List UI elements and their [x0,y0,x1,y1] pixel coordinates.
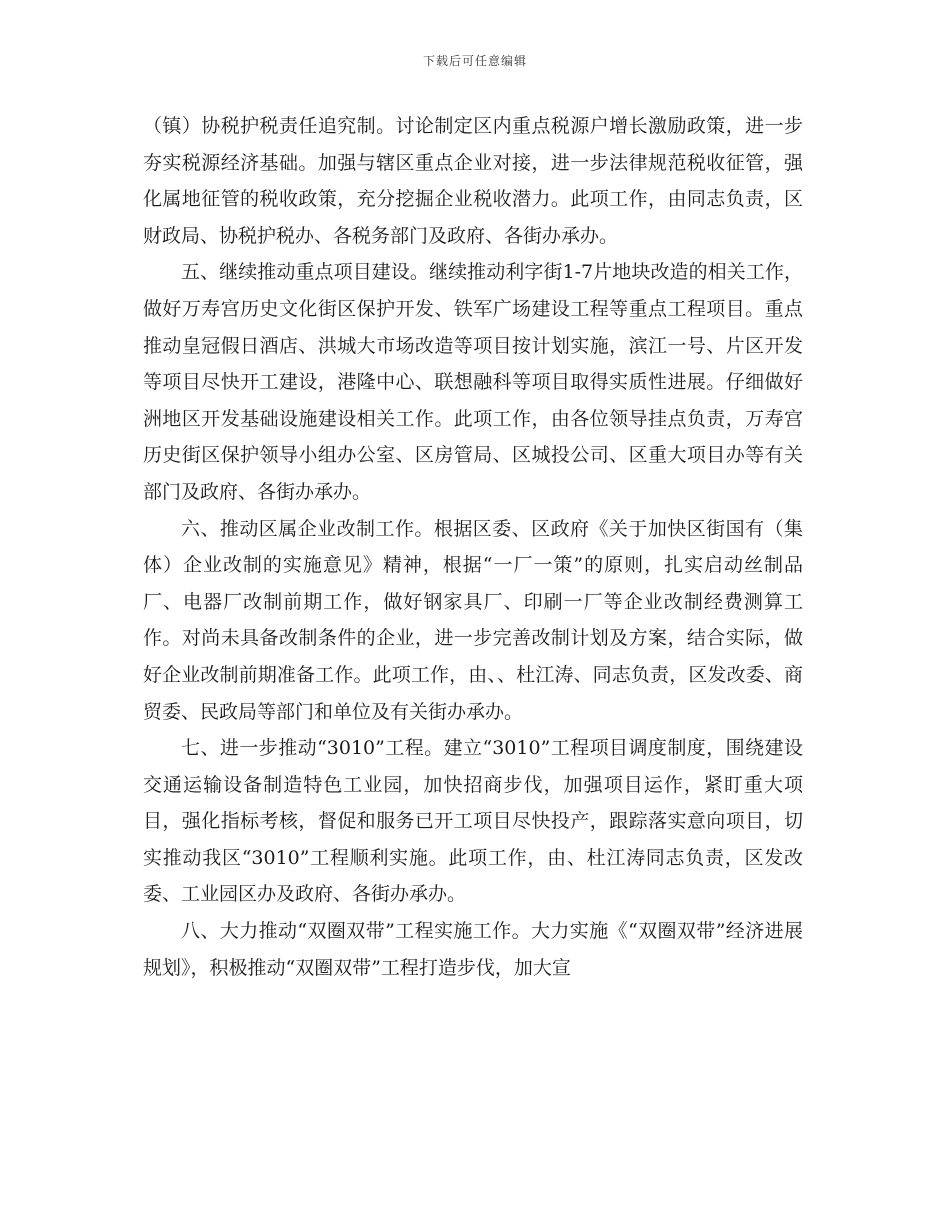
paragraph-section-5: 五、继续推动重点项目建设。继续推动利字街1-7片地块改造的相关工作，做好万寿宫历史文化街区保护开发、铁军广场建设工程等重点工程项目。重点推动皇冠假日酒店、洪城大市场改造等项目按计划实施，滨江一号、片区开发等项目尽快开工建设，港隆中心、联想融科等项目取得实质性进展。仔细做好洲地区开发基础设施建设相关工作。此项工作，由各位领导挂点负责，万寿宫历史街区保护领导小组办公室、区房管局、区城投公司、区重大项目办等有关部门及政府、各街办承办。 [143,261,803,503]
page-header: 下载后可任意编辑 [422,54,527,68]
paragraph-section-6: 六、推动区属企业改制工作。根据区委、区政府《关于加快区街国有（集体）企业改制的实施意见》精神，根据“一厂一策”的原则，扎实启动丝制品厂、电器厂改制前期工作，做好钢家具厂、印刷一厂等企业改制经费测算工作。对尚未具备改制条件的企业，进一步完善改制计划及方案，结合实际，做好企业改制前期准备工作。此项工作，由、、杜江涛、同志负责，区发改委、商贸委、民政局等部门和单位及有关街办承办。 [143,517,803,723]
document-body [143,108,803,986]
paragraph-section-7: 七、进一步推动“3010”工程。建立“3010”工程项目调度制度，围绕建设交通运输设备制造特色工业园，加快招商步伐，加强项目运作，紧盯重大项目，强化指标考核，督促和服务已开工项目尽快投产，跟踪落实意向项目，切实推动我区“3010”工程顺利实施。此项工作，由、杜江涛同志负责，区发改委、工业园区办及政府、各街办承办。 [143,737,803,906]
paragraph-continuation: （镇）协税护税责任追究制。讨论制定区内重点税源户增长激励政策，进一步夯实税源经济基础。加强与辖区重点企业对接，进一步法律规范税收征管，强化属地征管的税收政策，充分挖掘企业税收潜力。此项工作，由同志负责，区财政局、协税护税办、各税务部门及政府、各街办承办。 [143,115,803,247]
paragraph-section-8: 八、大力推动“双圈双带”工程实施工作。大力实施《“双圈双带”经济进展规划》，积极推动“双圈双带”工程打造步伐，加大宣 [143,920,803,979]
